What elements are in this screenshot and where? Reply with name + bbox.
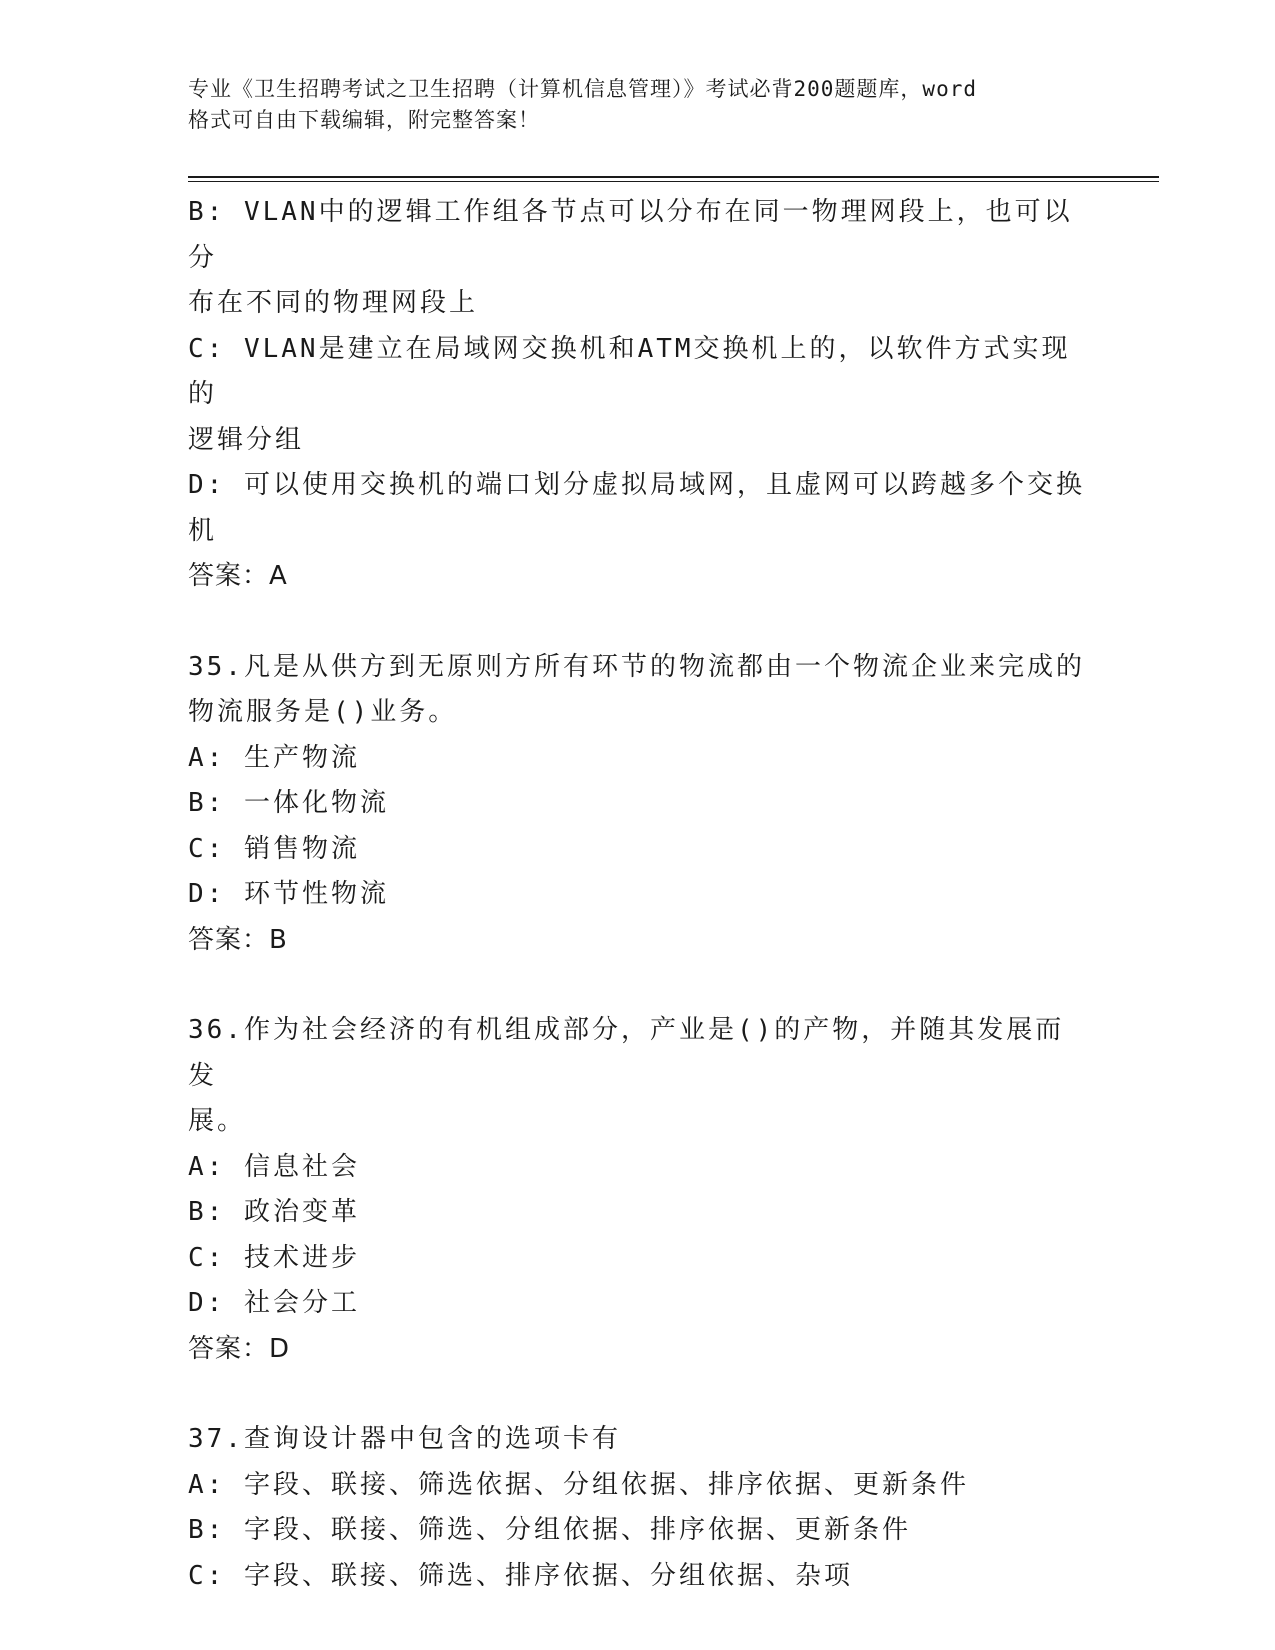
option-b: B: 一体化物流 bbox=[188, 788, 389, 818]
document-header bbox=[188, 74, 1088, 136]
option-d: D: 环节性物流 bbox=[188, 879, 389, 909]
answer-line: 答案：A bbox=[188, 561, 288, 591]
option-c-line-1: C: VLAN是建立在局域网交换机和ATM交换机上的，以软件方式实现的 bbox=[188, 333, 1071, 409]
question-stem-line-2: 展。 bbox=[188, 1106, 247, 1136]
option-a: A: 字段、联接、筛选依据、分组依据、排序依据、更新条件 bbox=[188, 1469, 969, 1500]
question-stem-line-2: 物流服务是()业务。 bbox=[188, 697, 458, 727]
header-divider bbox=[188, 176, 1159, 182]
option-b-line-1: B: VLAN中的逻辑工作组各节点可以分布在同一物理网段上，也可以分 bbox=[188, 197, 1073, 273]
question-stem-line-1: 37.查询设计器中包含的选项卡有 bbox=[188, 1424, 621, 1454]
option-c: C: 字段、联接、筛选、排序依据、分组依据、杂项 bbox=[188, 1560, 853, 1591]
option-d-line-1: D: 可以使用交换机的端口划分虚拟局域网，且虚网可以跨越多个交换 bbox=[188, 470, 1085, 500]
question-stem-line-1: 35.凡是从供方到无原则方所有环节的物流都由一个物流企业来完成的 bbox=[188, 651, 1085, 682]
option-b: B: 字段、联接、筛选、分组依据、排序依据、更新条件 bbox=[188, 1515, 911, 1545]
option-d: D: 社会分工 bbox=[188, 1288, 360, 1318]
question-stem-line-1: 36.作为社会经济的有机组成部分，产业是()的产物，并随其发展而发 bbox=[188, 1015, 1065, 1091]
question-spacer bbox=[188, 600, 1088, 645]
answer-line: 答案：D bbox=[188, 1333, 291, 1364]
option-c-line-2: 逻辑分组 bbox=[188, 424, 305, 455]
option-a: A: 信息社会 bbox=[188, 1151, 360, 1182]
question-35 bbox=[188, 645, 1088, 964]
question-spacer bbox=[188, 1372, 1088, 1417]
header-line-2: 格式可自由下载编辑，附完整答案！ bbox=[188, 108, 540, 132]
option-d-line-2: 机 bbox=[188, 515, 218, 546]
option-b-line-2: 布在不同的物理网段上 bbox=[188, 288, 479, 318]
option-b: B: 政治变革 bbox=[188, 1197, 360, 1227]
question-36 bbox=[188, 1008, 1088, 1372]
question-spacer bbox=[188, 963, 1088, 1008]
option-c: C: 销售物流 bbox=[188, 833, 360, 864]
header-line-1: 专业《卫生招聘考试之卫生招聘（计算机信息管理）》考试必背200题题库，word bbox=[188, 77, 977, 101]
answer-line: 答案：B bbox=[188, 924, 288, 955]
question-list bbox=[188, 190, 1088, 1599]
option-c: C: 技术进步 bbox=[188, 1242, 360, 1273]
question-37 bbox=[188, 1417, 1088, 1599]
question-34-continued bbox=[188, 190, 1088, 600]
option-a: A: 生产物流 bbox=[188, 742, 360, 773]
